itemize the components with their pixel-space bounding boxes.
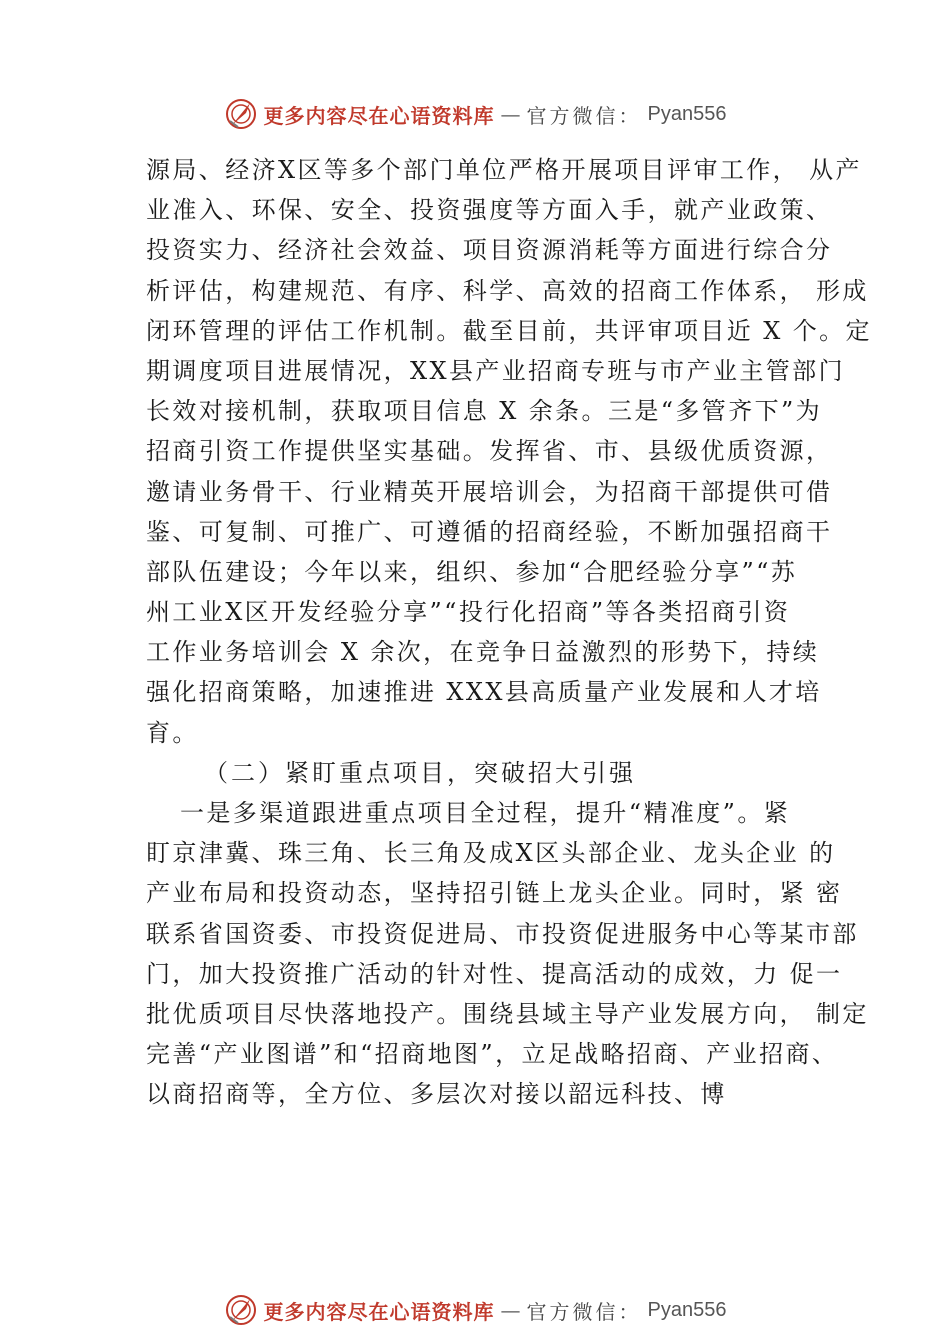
- text-line: 育。: [146, 718, 199, 747]
- text-line: 招商引资工作提供坚实基础。发挥省、市、县级优质资源，: [146, 437, 833, 466]
- banner-wechat-id: Pyan556: [647, 102, 727, 125]
- text-line: 邀请业务骨干、行业精英开展培训会，为招商干部提供可借: [146, 477, 833, 506]
- banner-dash: —: [500, 102, 521, 126]
- text-line: 源局、经济X区等多个部门单位严格开展项目评审工作， 从产: [146, 156, 862, 184]
- document-body: [146, 150, 872, 1115]
- header-watermark: [0, 94, 950, 134]
- text-line: 鉴、可复制、可推广、可遵循的招商经验，不断加强招商干: [146, 517, 833, 546]
- text-line: 期调度项目进展情况，XX县产业招商专班与市产业主管部门: [146, 356, 845, 385]
- section-heading: （二）紧盯重点项目，突破招大引强: [204, 758, 636, 787]
- text-line: 业准入、环保、安全、投资强度等方面入手，就产业政策、: [146, 196, 833, 225]
- text-line: 产业布局和投资动态，坚持招引链上龙头企业。同时，紧 密: [146, 879, 843, 908]
- text-line: 以商招商等，全方位、多层次对接以韶远科技、博: [146, 1080, 727, 1109]
- text-line: 投资实力、经济社会效益、项目资源消耗等方面进行综合分: [146, 236, 833, 265]
- banner-library-text: 更多内容尽在心语资料库: [263, 103, 495, 128]
- banner-dash: —: [500, 1298, 521, 1322]
- text-line: 部队伍建设；今年以来，组织、参加“合肥经验分享”“苏: [146, 557, 798, 586]
- text-line: 闭环管理的评估工作机制。截至目前，共评审项目近 X 个。定: [146, 316, 872, 345]
- quill-logo-icon: [224, 97, 258, 131]
- footer-watermark: [0, 1290, 950, 1330]
- text-line: 强化招商策略，加速推进 XXX县高质量产业发展和人才培: [146, 678, 822, 707]
- text-line: 联系省国资委、市投资促进局、市投资促进服务中心等某市部: [146, 919, 859, 948]
- banner-wechat-label: 官方微信：: [526, 103, 642, 128]
- text-line: 长效对接机制，获取项目信息 X 余条。三是“多管齐下”为: [146, 397, 823, 426]
- text-line: 一是多渠道跟进重点项目全过程，提升“精准度”。紧: [180, 799, 791, 827]
- banner-library-text: 更多内容尽在心语资料库: [263, 1299, 495, 1324]
- text-line: 完善“产业图谱”和“招商地图”，立足战略招商、产业招商、: [146, 1040, 839, 1069]
- text-line: 工作业务培训会 X 余次，在竞争日益激烈的形势下，持续: [146, 638, 820, 667]
- text-line: 盯京津冀、珠三角、长三角及成X区头部企业、龙头企业 的: [146, 839, 836, 868]
- banner-wechat-id: Pyan556: [647, 1298, 727, 1321]
- text-line: 批优质项目尽快落地投产。围绕县域主导产业发展方向， 制定: [146, 999, 869, 1028]
- text-line: 析评估，构建规范、有序、科学、高效的招商工作体系， 形成: [146, 276, 869, 305]
- text-line: 州工业X区开发经验分享”“投行化招商”等各类招商引资: [146, 598, 791, 627]
- text-line: 门，加大投资推广活动的针对性、提高活动的成效，力 促一: [146, 959, 843, 988]
- quill-logo-icon: [224, 1293, 258, 1327]
- banner-wechat-label: 官方微信：: [526, 1299, 642, 1324]
